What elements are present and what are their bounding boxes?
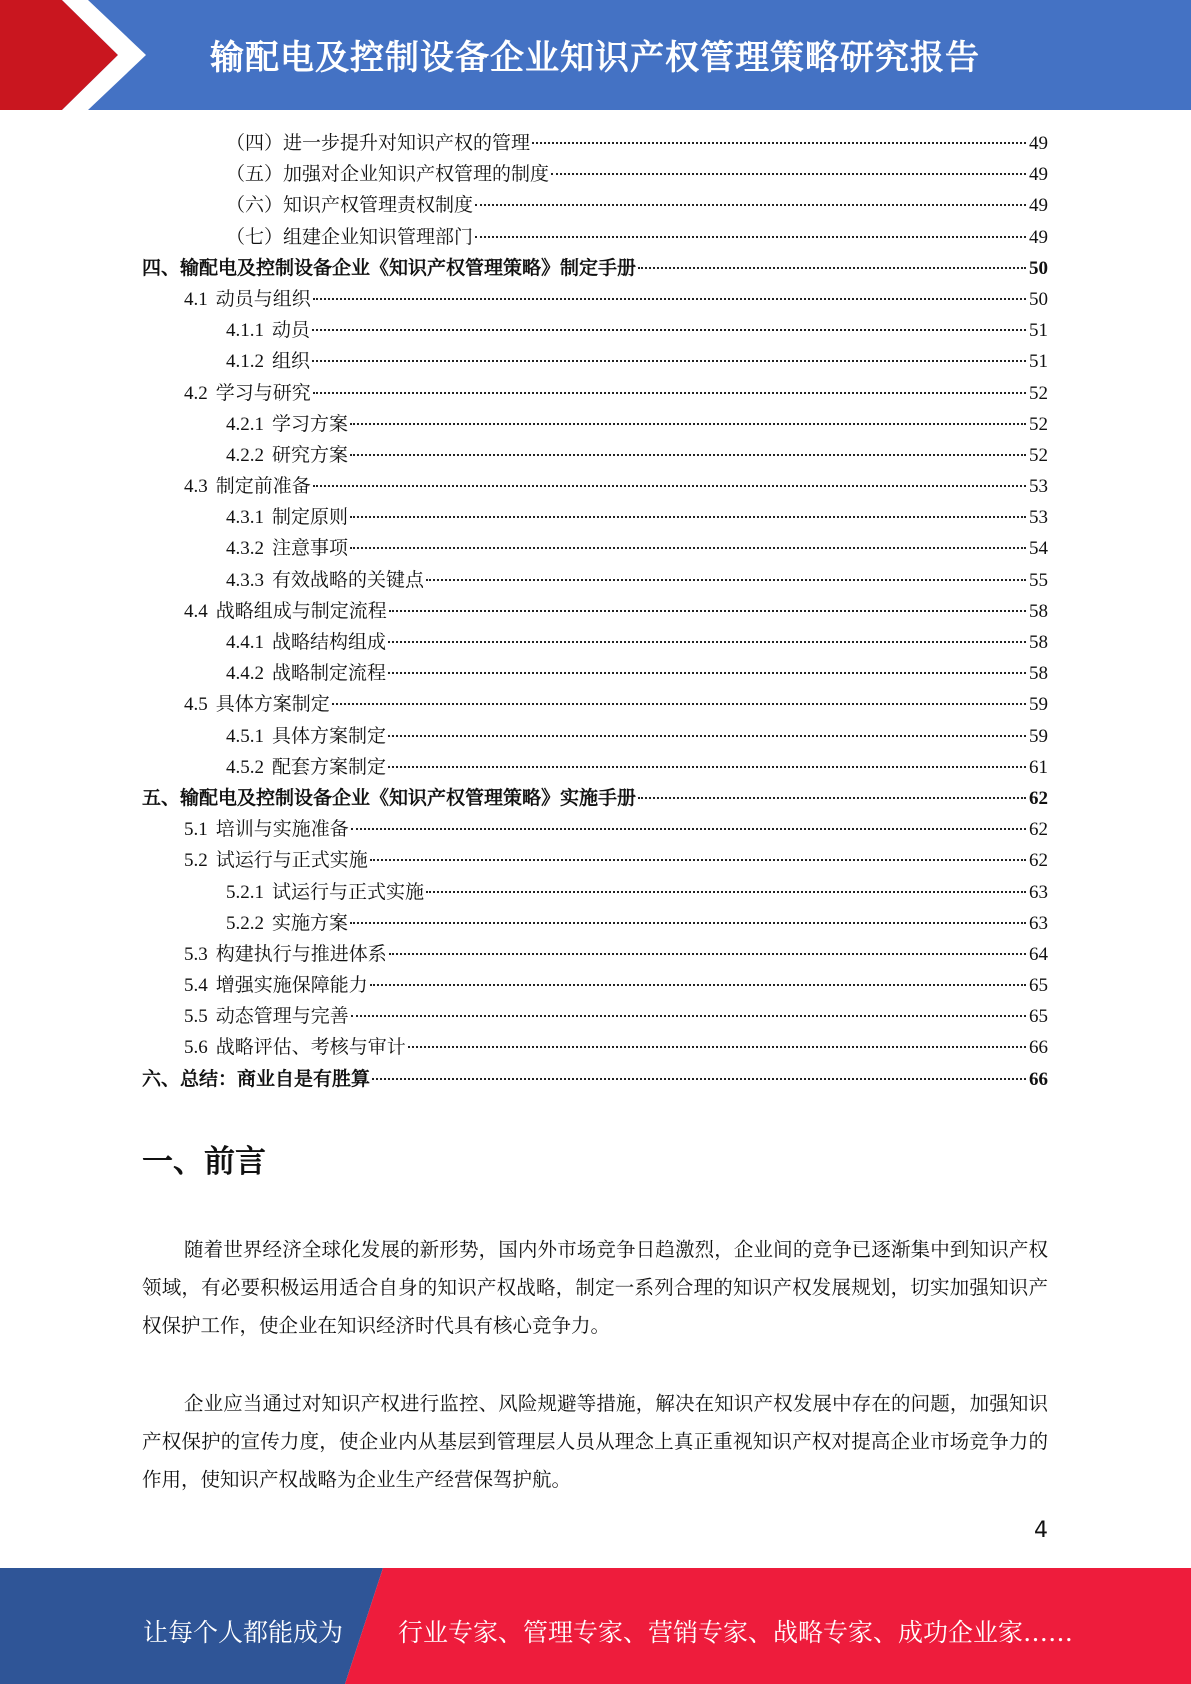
toc-dot-leader: [351, 1015, 1026, 1017]
toc-entry[interactable]: [142, 658, 1048, 689]
toc-entry-title: 组织: [272, 351, 311, 373]
toc-entry-title: 试运行与正式实施: [215, 850, 368, 872]
toc-page-number: 50: [1029, 257, 1048, 279]
toc-page-number: 64: [1029, 943, 1048, 965]
toc-entry[interactable]: [142, 596, 1048, 627]
toc-dot-leader: [350, 516, 1026, 518]
toc-page-number: 65: [1029, 1006, 1048, 1028]
toc-page-number: 58: [1029, 632, 1048, 653]
toc-entry[interactable]: [142, 222, 1048, 253]
toc-dot-leader: [408, 1046, 1026, 1048]
toc-dot-leader: [351, 828, 1026, 830]
toc-page-number: 51: [1029, 351, 1048, 373]
toc-entry-number: 4.2.2: [226, 444, 264, 466]
toc-entry-title: 增强实施保障能力: [215, 975, 368, 997]
toc-page-number: 58: [1029, 600, 1048, 622]
toc-dot-leader: [475, 204, 1026, 206]
toc-entry[interactable]: [142, 877, 1048, 908]
toc-page-number: 49: [1029, 133, 1048, 154]
toc-dot-leader: [350, 423, 1026, 425]
toc-entry-title: 具体方案制定: [272, 725, 387, 747]
toc-dot-leader: [389, 953, 1026, 955]
toc-dot-leader: [388, 735, 1026, 737]
toc-entry-title: 战略结构组成: [272, 632, 387, 653]
toc-entry[interactable]: [142, 689, 1048, 720]
toc-dot-leader: [312, 360, 1026, 362]
toc-entry-title: 制定前准备: [215, 476, 311, 498]
toc-page-number: 53: [1029, 476, 1048, 498]
toc-page-number: 62: [1029, 850, 1048, 872]
toc-entry[interactable]: [142, 471, 1048, 502]
toc-entry-number: 5.2.1: [226, 881, 264, 903]
toc-entry[interactable]: [142, 721, 1048, 752]
toc-dot-leader: [370, 859, 1026, 861]
toc-dot-leader: [312, 329, 1026, 331]
toc-page-number: 50: [1029, 288, 1048, 310]
toc-entry[interactable]: [142, 752, 1048, 783]
toc-dot-leader: [372, 1078, 1026, 1080]
toc-entry-number: 4.1.2: [226, 351, 264, 373]
body-paragraph: 企业应当通过对知识产权进行监控、风险规避等措施，解决在知识产权发展中存在的问题，加强知识产权保护的宣传力度，使企业内从基层到管理层人员从理念上真正重视知识产权对提高企业市场竞争力的作用，使知识产权战略为企业生产经营保驾护航。: [142, 1394, 1048, 1491]
toc-dot-leader: [388, 641, 1026, 643]
toc-entry-title: 五、输配电及控制设备企业《知识产权管理策略》实施手册: [142, 787, 637, 809]
page-header-band: [0, 0, 1191, 110]
toc-entry-number: 4.3.1: [226, 507, 264, 529]
toc-entry[interactable]: [142, 440, 1048, 471]
toc-page-number: 53: [1029, 507, 1048, 529]
toc-entry-number: 4.3.3: [226, 569, 264, 591]
toc-dot-leader: [350, 547, 1026, 549]
toc-page-number: 49: [1029, 226, 1048, 248]
header-title: 输配电及控制设备企业知识产权管理策略研究报告: [210, 38, 980, 78]
toc-dot-leader: [350, 922, 1026, 924]
toc-entry-title: 注意事项: [272, 538, 349, 560]
toc-entry[interactable]: [142, 939, 1048, 970]
toc-page-number: 61: [1029, 756, 1048, 778]
toc-entry-title: 六、总结：商业自是有胜算: [142, 1068, 371, 1090]
toc-entry[interactable]: [142, 502, 1048, 533]
toc-entry[interactable]: [142, 783, 1048, 814]
toc-dot-leader: [388, 766, 1026, 768]
toc-page-number: 49: [1029, 195, 1048, 217]
toc-page-number: 52: [1029, 413, 1048, 435]
toc-entry[interactable]: [142, 908, 1048, 939]
page-footer-band: [0, 1568, 1191, 1684]
toc-entry[interactable]: [142, 253, 1048, 284]
toc-entry-number: 4.3: [184, 476, 208, 498]
toc-entry[interactable]: [142, 190, 1048, 221]
toc-page-number: 59: [1029, 725, 1048, 747]
toc-dot-leader: [475, 236, 1026, 238]
toc-entry-number: 4.4.1: [226, 632, 264, 653]
toc-dot-leader: [350, 454, 1026, 456]
toc-page-number: 51: [1029, 320, 1048, 342]
toc-dot-leader: [426, 579, 1026, 581]
toc-entry[interactable]: [142, 565, 1048, 596]
toc-entry-title: （四）进一步提升对知识产权的管理: [226, 133, 531, 154]
toc-entry-title: （七）组建企业知识管理部门: [226, 226, 474, 248]
toc-entry[interactable]: [142, 814, 1048, 845]
toc-entry-number: 4.5: [184, 694, 208, 716]
toc-entry[interactable]: [142, 346, 1048, 377]
toc-entry[interactable]: [142, 970, 1048, 1001]
toc-dot-leader: [388, 672, 1026, 674]
toc-entry-title: 学习方案: [272, 413, 349, 435]
toc-entry-number: 5.6: [184, 1037, 208, 1059]
toc-entry-title: 研究方案: [272, 444, 349, 466]
toc-entry-number: 4.5.1: [226, 725, 264, 747]
footer-slogan-right: 行业专家、管理专家、营销专家、战略专家、成功企业家……: [398, 1618, 1074, 1647]
toc-page-number: 63: [1029, 912, 1048, 934]
toc-page-number: 59: [1029, 694, 1048, 716]
toc-entry-title: 实施方案: [272, 912, 349, 934]
toc-dot-leader: [313, 485, 1026, 487]
body-paragraph: 随着世界经济全球化发展的新形势，国内外市场竞争日趋激烈，企业间的竞争已逐渐集中到知识产权领域，有必要积极运用适合自身的知识产权战略，制定一系列合理的知识产权发展规划，切实加强知识产权保护工作，使企业在知识经济时代具有核心竞争力。: [142, 1240, 1048, 1337]
toc-page-number: 54: [1029, 538, 1048, 560]
toc-page-number: 52: [1029, 382, 1048, 404]
toc-entry-number: 4.2: [184, 382, 208, 404]
toc-entry[interactable]: [142, 315, 1048, 346]
toc-page-number: 62: [1029, 819, 1048, 841]
toc-page-number: 66: [1029, 1068, 1048, 1090]
footer-slogan-left: 让每个人都能成为: [143, 1618, 344, 1647]
toc-dot-leader: [551, 173, 1026, 175]
toc-entry[interactable]: [142, 409, 1048, 440]
toc-dot-leader: [426, 891, 1026, 893]
toc-entry-title: 战略制定流程: [272, 663, 387, 685]
toc-entry-number: 5.5: [184, 1006, 208, 1028]
toc-entry-title: 四、输配电及控制设备企业《知识产权管理策略》制定手册: [142, 257, 637, 279]
toc-entry-number: 4.4.2: [226, 663, 264, 685]
toc-entry[interactable]: [142, 128, 1048, 159]
toc-page-number: 49: [1029, 164, 1048, 186]
toc-entry-number: 5.2: [184, 850, 208, 872]
toc-page-number: 66: [1029, 1037, 1048, 1059]
toc-entry[interactable]: [142, 627, 1048, 658]
toc-dot-leader: [370, 984, 1026, 986]
toc-entry[interactable]: [142, 1064, 1048, 1095]
toc-entry[interactable]: [142, 1032, 1048, 1063]
toc-entry[interactable]: [142, 845, 1048, 876]
toc-entry-number: 4.2.1: [226, 413, 264, 435]
toc-entry-title: 构建执行与推进体系: [215, 943, 387, 965]
toc-entry-title: 制定原则: [272, 507, 349, 529]
toc-entry-title: （六）知识产权管理责权制度: [226, 195, 474, 217]
toc-entry-number: 4.3.2: [226, 538, 264, 560]
toc-entry-title: 学习与研究: [215, 382, 311, 404]
toc-entry-number: 5.4: [184, 975, 208, 997]
toc-entry[interactable]: [142, 1001, 1048, 1032]
toc-dot-leader: [389, 610, 1026, 612]
toc-entry-title: 动员: [272, 320, 311, 342]
toc-entry-title: 动员与组织: [215, 288, 311, 310]
toc-dot-leader: [638, 797, 1026, 799]
toc-page-number: 63: [1029, 881, 1048, 903]
toc-entry[interactable]: [142, 378, 1048, 409]
toc-entry-number: 5.3: [184, 943, 208, 965]
toc-entry-title: 具体方案制定: [215, 694, 330, 716]
toc-page-number: 58: [1029, 663, 1048, 685]
toc-entry-title: 培训与实施准备: [215, 819, 349, 841]
toc-dot-leader: [638, 267, 1026, 269]
toc-entry-title: 配套方案制定: [272, 756, 387, 778]
toc-dot-leader: [313, 298, 1026, 300]
toc-entry-number: 5.2.2: [226, 912, 264, 934]
toc-entry[interactable]: [142, 159, 1048, 190]
toc-entry-title: 动态管理与完善: [215, 1006, 349, 1028]
toc-dot-leader: [532, 142, 1026, 144]
toc-entry[interactable]: [142, 284, 1048, 315]
toc-entry-title: 试运行与正式实施: [272, 881, 425, 903]
toc-entry[interactable]: [142, 533, 1048, 564]
section-title: 一、前言: [142, 1144, 266, 1180]
toc-entry-title: （五）加强对企业知识产权管理的制度: [226, 164, 550, 186]
toc-page-number: 55: [1029, 569, 1048, 591]
toc-entry-number: 4.4: [184, 600, 208, 622]
toc-page-number: 62: [1029, 787, 1048, 809]
toc-page-number: 52: [1029, 444, 1048, 466]
table-of-contents: [142, 128, 1048, 1095]
toc-entry-number: 4.1: [184, 288, 208, 310]
toc-page-number: 65: [1029, 975, 1048, 997]
toc-entry-title: 战略组成与制定流程: [215, 600, 387, 622]
toc-entry-number: 4.5.2: [226, 756, 264, 778]
toc-entry-title: 战略评估、考核与审计: [215, 1037, 406, 1059]
toc-entry-number: 4.1.1: [226, 320, 264, 342]
page-number: 4: [1034, 1518, 1048, 1543]
toc-entry-number: 5.1: [184, 819, 208, 841]
toc-entry-title: 有效战略的关键点: [272, 569, 425, 591]
toc-dot-leader: [313, 392, 1026, 394]
toc-dot-leader: [332, 703, 1026, 705]
